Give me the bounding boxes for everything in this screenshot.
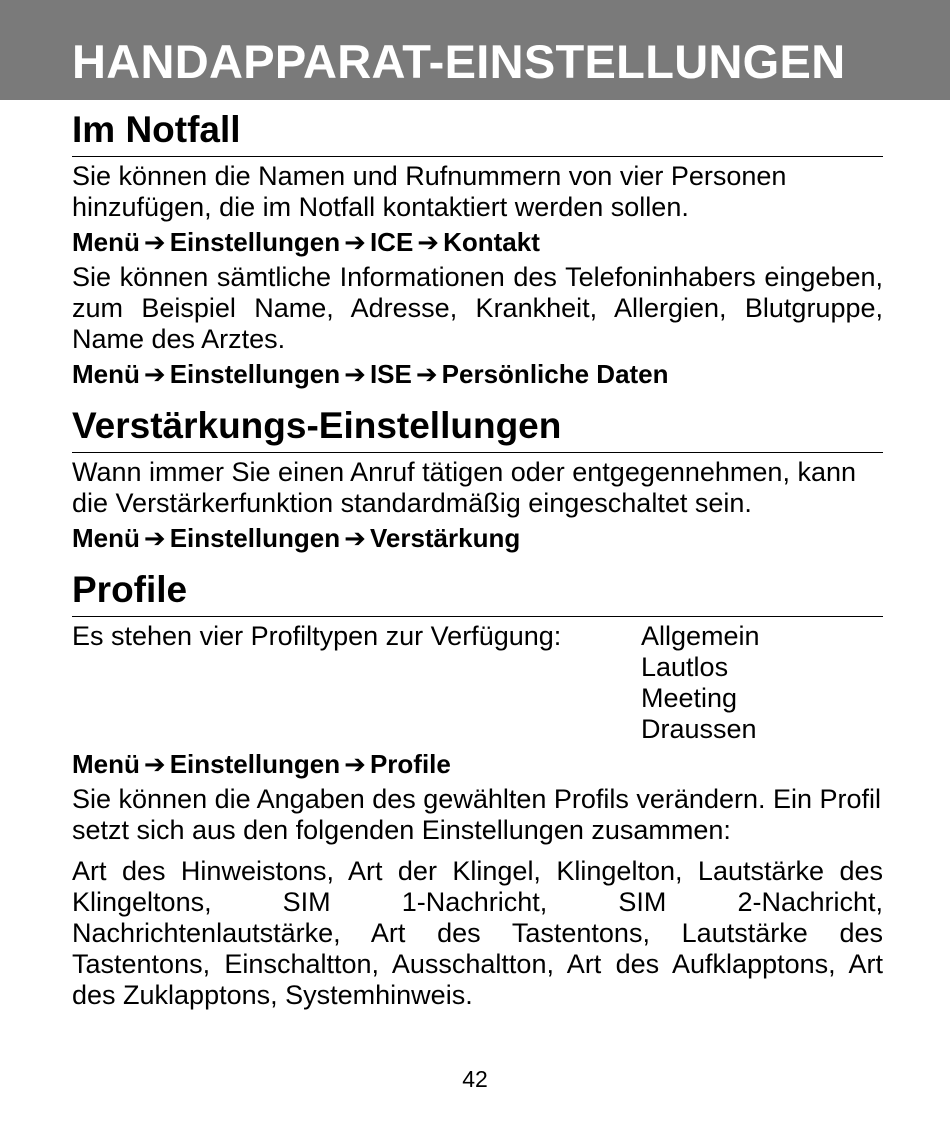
- page-content: [72, 108, 883, 1011]
- profile-types: [72, 621, 883, 745]
- profile-item: Lautlos: [641, 652, 729, 682]
- arrow-right-icon: ➔: [344, 523, 366, 553]
- arrow-right-icon: ➔: [344, 749, 366, 779]
- section-heading-profile: Profile: [72, 568, 883, 617]
- arrow-right-icon: ➔: [143, 749, 166, 779]
- arrow-right-icon: ➔: [344, 227, 366, 257]
- profile-list: [641, 621, 760, 745]
- arrow-right-icon: ➔: [143, 359, 166, 389]
- arrow-right-icon: ➔: [344, 359, 366, 389]
- paragraph: Art des Hinweistons, Art der Klingel, Klingelton, Lautstärke des Klingeltons, SIM 1-Nachricht, SIM 2-Nachricht, Nachrichtenlautstärke, Art des Tastentons, Lautstärke des Tastentons, Einschaltton, Ausschaltton, Art des Aufklapptons, Art des Zuklapptons, Systemhinweis.: [72, 856, 883, 1010]
- profile-intro: Es stehen vier Profiltypen zur Verfügung:: [72, 621, 562, 651]
- arrow-right-icon: ➔: [415, 359, 438, 389]
- arrow-right-icon: ➔: [143, 227, 166, 257]
- page-title: HANDAPPARAT-EINSTELLUNGEN: [72, 35, 846, 88]
- arrow-right-icon: ➔: [143, 523, 166, 553]
- page-number: 42: [462, 1066, 488, 1092]
- paragraph: Sie können sämtliche Informationen des Telefoninhabers eingeben, zum Beispiel Name, Adresse, Krankheit, Allergien, Blutgruppe, Name des Arztes.: [72, 262, 883, 354]
- paragraph: Sie können die Angaben des gewählten Profils verändern. Ein Profil setzt sich aus den folgenden Einstellungen zusammen:: [72, 784, 882, 845]
- arrow-right-icon: ➔: [417, 227, 440, 257]
- profile-item: Draussen: [641, 714, 757, 744]
- menu-path: Menü ➔ Einstellungen ➔ ISE ➔ Persönliche Daten: [72, 359, 669, 389]
- menu-path: Menü ➔ Einstellungen ➔ ICE ➔ Kontakt: [72, 227, 540, 257]
- paragraph: Sie können die Namen und Rufnummern von vier Personen hinzufügen, die im Notfall kontaktiert werden sollen.: [72, 161, 787, 222]
- section-heading-notfall: Im Notfall: [72, 108, 883, 157]
- menu-path: Menü ➔ Einstellungen ➔ Verstärkung: [72, 523, 521, 553]
- section-heading-verstaerkung: Verstärkungs-Einstellungen: [72, 404, 883, 453]
- header-banner: [0, 0, 950, 100]
- menu-path: Menü ➔ Einstellungen ➔ Profile: [72, 749, 451, 779]
- paragraph: Wann immer Sie einen Anruf tätigen oder entgegennehmen, kann die Verstärkerfunktion standardmäßig eingeschaltet sein.: [72, 457, 857, 518]
- profile-item: Allgemein: [641, 621, 760, 651]
- profile-item: Meeting: [641, 683, 738, 713]
